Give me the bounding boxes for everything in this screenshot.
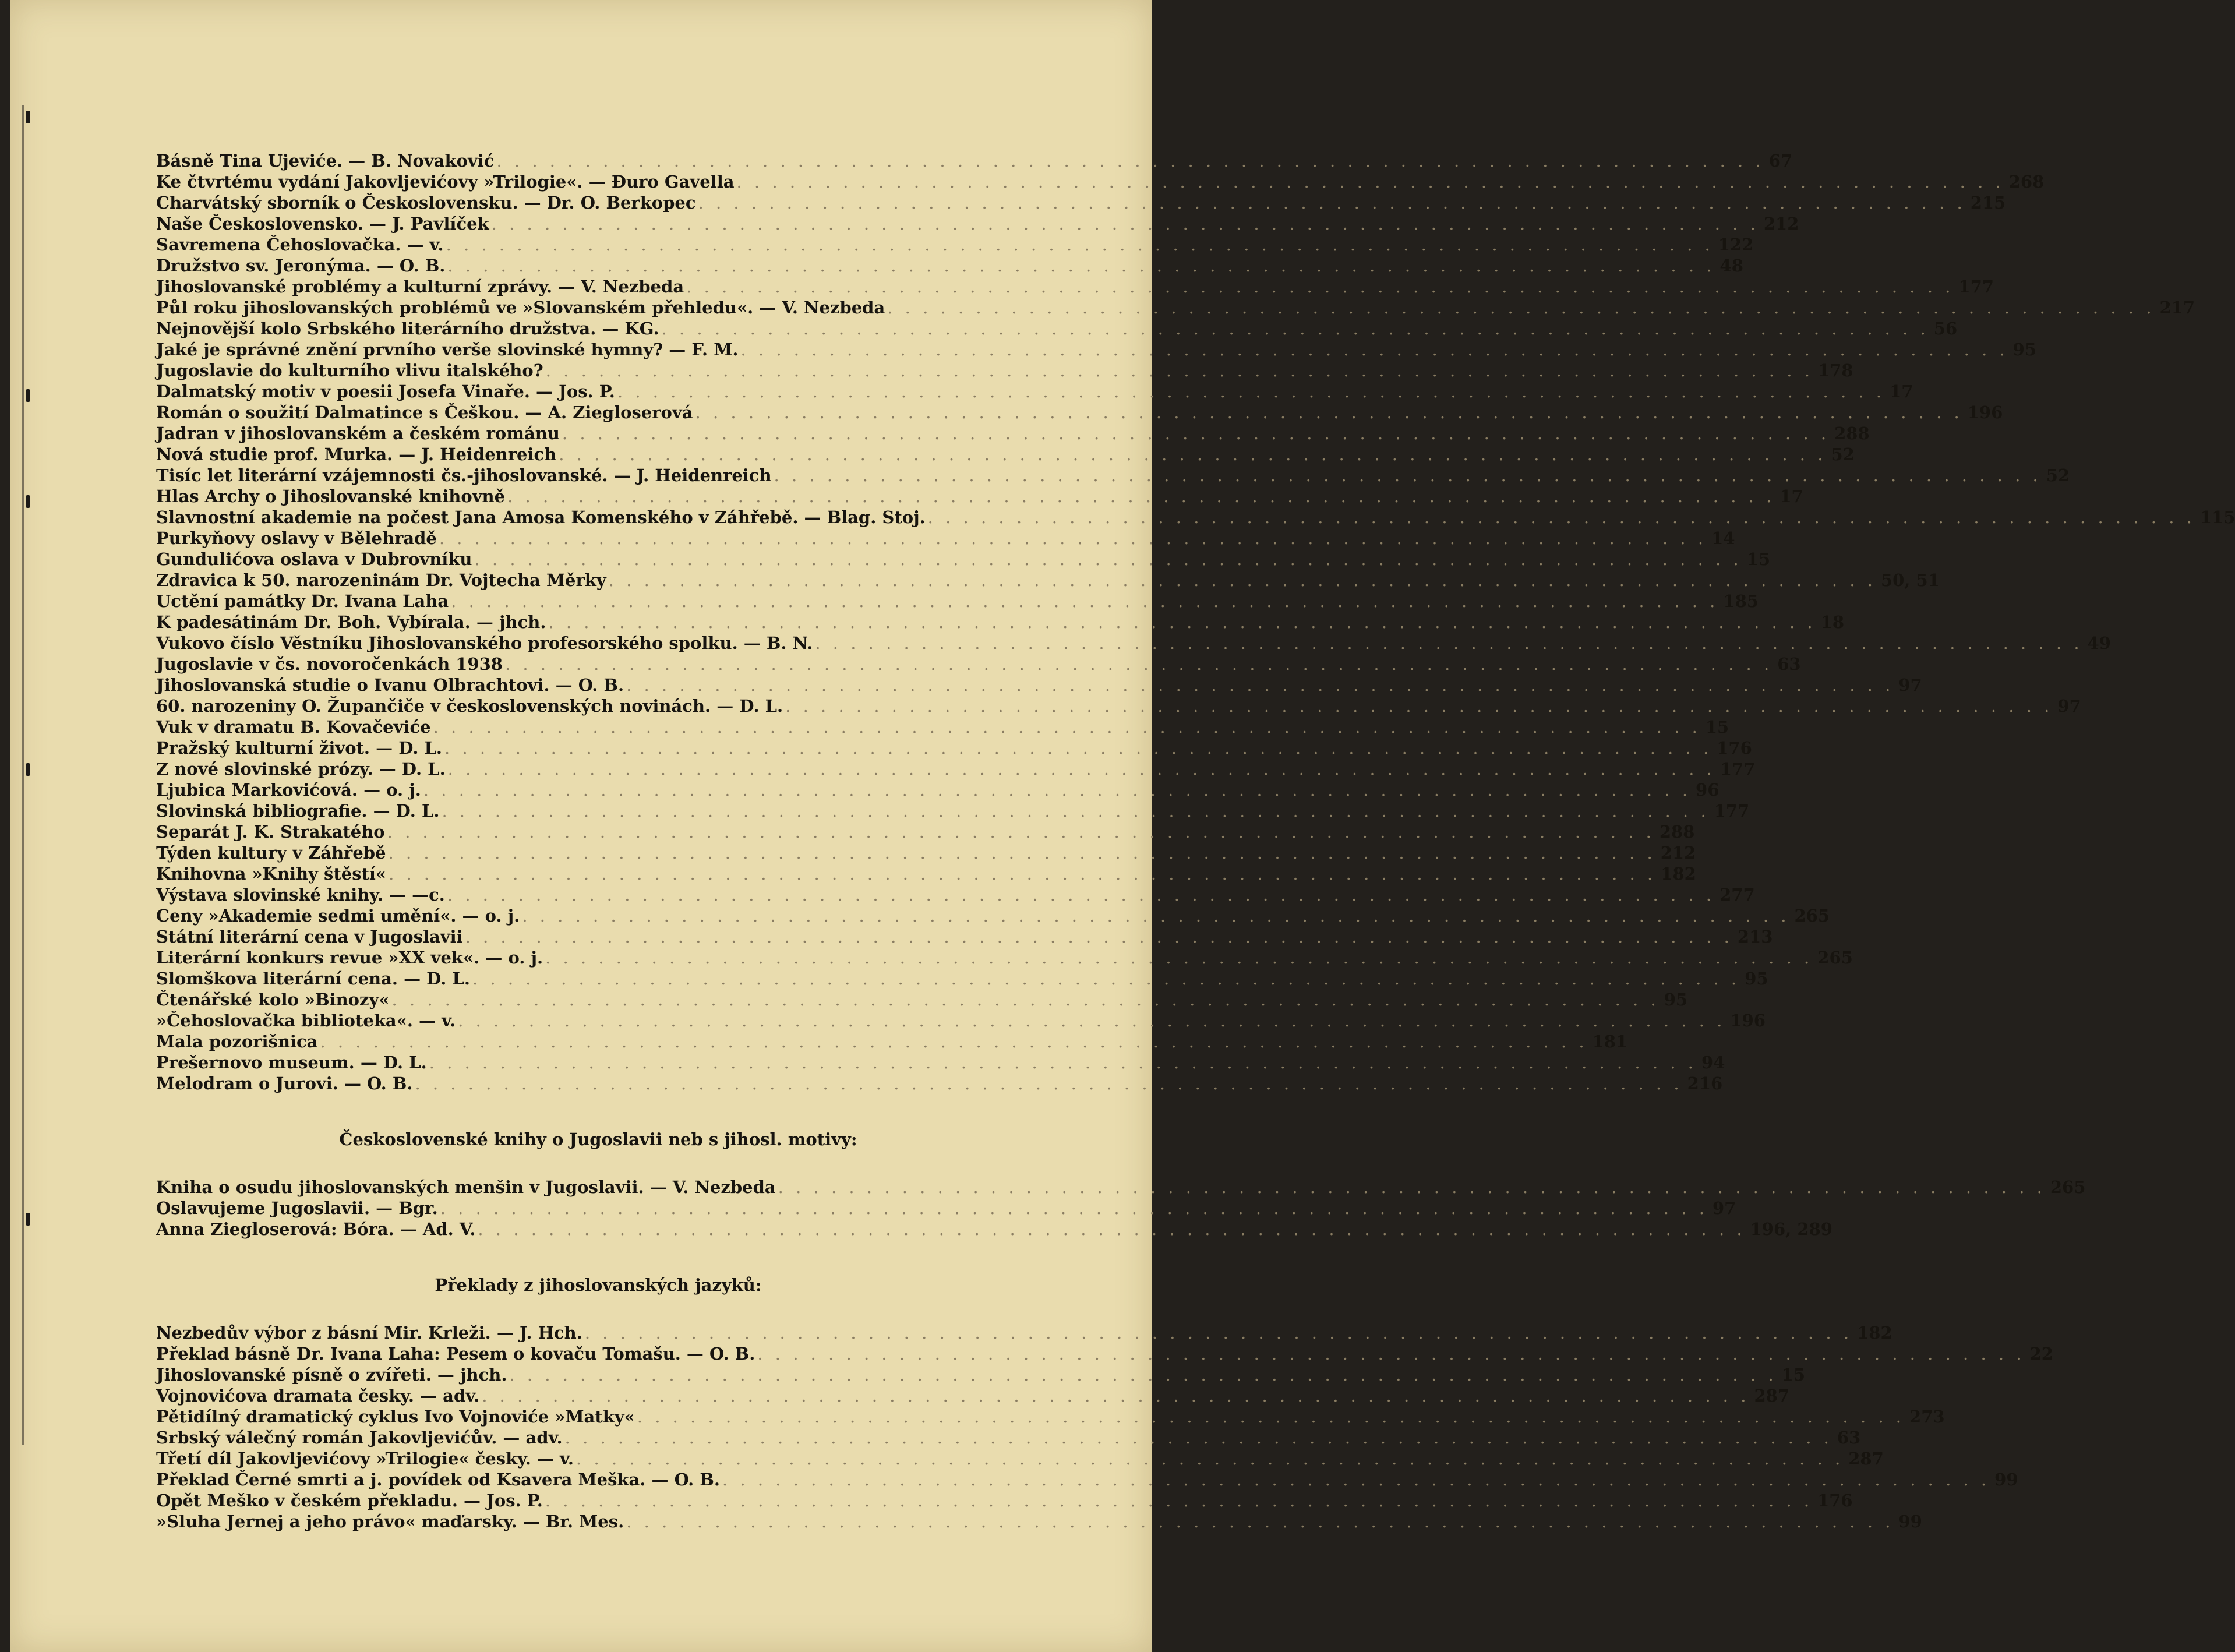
dot-leader bbox=[444, 234, 1716, 255]
toc-entry bbox=[156, 171, 2045, 192]
entry-page-number: 212 bbox=[1763, 214, 1799, 234]
entry-page-number: 56 bbox=[1933, 319, 1958, 338]
entry-page-number: 181 bbox=[1592, 1032, 1628, 1051]
table-of-contents bbox=[156, 150, 2235, 1532]
entry-page-number: 288 bbox=[1834, 423, 1870, 443]
toc-entry bbox=[156, 1448, 1884, 1469]
toc-entry bbox=[156, 1511, 1922, 1532]
dot-leader bbox=[385, 821, 1657, 842]
entry-page-number: 115 bbox=[2199, 507, 2235, 527]
entry-title: Překlad básně Dr. Ivana Laha: Pesem o kovaču Tomašu. — O. B. bbox=[156, 1344, 755, 1364]
dot-leader bbox=[543, 947, 1815, 968]
dot-leader bbox=[456, 1010, 1728, 1031]
dot-leader bbox=[479, 1385, 1752, 1406]
entry-title: Jugoslavie do kulturního vlivu italského? bbox=[156, 361, 543, 380]
toc-entry bbox=[156, 737, 1752, 758]
entry-page-number: 177 bbox=[1958, 277, 1994, 296]
toc-entry bbox=[156, 654, 1801, 675]
entry-title: Půl roku jihoslovanských problémů ve »Slovanském přehledu«. — V. Nezbeda bbox=[156, 298, 885, 317]
entry-page-number: 95 bbox=[1745, 969, 1768, 989]
entry-title: Hlas Archy o Jihoslovanské knihovně bbox=[156, 486, 506, 506]
toc-entry bbox=[156, 1406, 1945, 1427]
entry-title: Slovinská bibliografie. — D. L. bbox=[156, 801, 440, 821]
entry-title: »Sluha Jernej a jeho právo« maďarsky. — Br. Mes. bbox=[156, 1512, 624, 1531]
toc-entry bbox=[156, 1343, 2053, 1364]
dot-leader bbox=[574, 1448, 1846, 1469]
entry-page-number: 97 bbox=[1712, 1198, 1736, 1218]
dot-leader bbox=[783, 696, 2055, 716]
dot-leader bbox=[463, 926, 1735, 947]
entry-page-number: 273 bbox=[1909, 1407, 1945, 1427]
entry-page-number: 277 bbox=[1719, 885, 1755, 905]
entry-page-number: 97 bbox=[1898, 675, 1922, 695]
entry-title: 60. narozeniny O. Župančiče v československých novinách. — D. L. bbox=[156, 696, 783, 716]
translations-list bbox=[156, 1322, 2053, 1532]
entry-title: Čtenářské kolo »Binozy« bbox=[156, 990, 390, 1009]
entry-title: Družstvo sv. Jeronýma. — O. B. bbox=[156, 256, 446, 276]
toc-entry bbox=[156, 905, 1830, 926]
entry-page-number: 265 bbox=[1817, 948, 1853, 968]
section-heading-translations: Překlady z jihoslovanských jazyků: bbox=[435, 1275, 762, 1295]
toc-entry bbox=[156, 633, 2111, 654]
entry-page-number: 52 bbox=[2046, 465, 2070, 485]
entry-title: Jihoslovanské problémy a kulturní zprávy. — V. Nezbeda bbox=[156, 277, 684, 296]
entry-page-number: 265 bbox=[1794, 906, 1830, 926]
toc-entry bbox=[156, 549, 1771, 570]
dot-leader bbox=[427, 1052, 1699, 1073]
toc-entry bbox=[156, 926, 1773, 947]
entry-title: Jugoslavie v čs. novoročenkách 1938 bbox=[156, 654, 503, 674]
dot-leader bbox=[693, 402, 1965, 423]
dot-leader bbox=[439, 800, 1711, 821]
dot-leader bbox=[543, 360, 1816, 381]
dot-leader bbox=[776, 1177, 2048, 1198]
dot-leader bbox=[431, 716, 1703, 737]
dot-leader bbox=[445, 884, 1717, 905]
dot-leader bbox=[449, 591, 1721, 612]
toc-entry bbox=[156, 255, 1743, 276]
entry-title: Vuk v dramatu B. Kovačeviće bbox=[156, 717, 431, 737]
toc-entry bbox=[156, 1177, 2086, 1198]
entry-title: Prešernovo museum. — D. L. bbox=[156, 1053, 427, 1072]
entry-page-number: 196 bbox=[1730, 1011, 1766, 1030]
entry-title: K padesátinám Dr. Boh. Vybírala. — jhch. bbox=[156, 612, 546, 632]
dot-leader bbox=[635, 1406, 1907, 1427]
entry-page-number: 18 bbox=[1820, 612, 1844, 632]
dot-leader bbox=[615, 381, 1887, 402]
dot-leader bbox=[772, 465, 2044, 486]
dot-leader bbox=[738, 339, 2010, 360]
entry-page-number: 176 bbox=[1817, 1491, 1853, 1510]
entry-title: Jadran v jihoslovanském a českém románu bbox=[156, 423, 560, 443]
dot-leader bbox=[472, 549, 1745, 570]
toc-entry bbox=[156, 1010, 1766, 1031]
toc-entry bbox=[156, 486, 1803, 507]
entry-title: Jaké je správné znění prvního verše slovinské hymny? — F. M. bbox=[156, 340, 739, 359]
dot-leader bbox=[317, 1031, 1590, 1052]
entry-page-number: 185 bbox=[1723, 591, 1759, 611]
toc-entry bbox=[156, 570, 1940, 591]
toc-entry bbox=[156, 758, 1756, 779]
dot-leader bbox=[556, 444, 1828, 465]
binding-mark bbox=[26, 763, 30, 776]
toc-entry bbox=[156, 444, 1855, 465]
dot-leader bbox=[582, 1322, 1855, 1343]
toc-entry bbox=[156, 863, 1696, 884]
entry-title: Pětidílný dramatický cyklus Ivo Vojnoviće »Matky« bbox=[156, 1407, 635, 1427]
dot-leader bbox=[421, 779, 1693, 800]
dot-leader bbox=[507, 1364, 1779, 1385]
entry-title: Opět Meško v českém překladu. — Jos. P. bbox=[156, 1491, 543, 1510]
entry-title: Knihovna »Knihy štěstí« bbox=[156, 864, 387, 884]
entry-page-number: 268 bbox=[2008, 172, 2045, 192]
toc-entry bbox=[156, 528, 1735, 549]
entry-page-number: 94 bbox=[1701, 1053, 1725, 1072]
entry-title: Dalmatský motiv v poesii Josefa Vinaře. — Jos. P. bbox=[156, 382, 615, 401]
entry-page-number: 95 bbox=[2012, 340, 2037, 359]
entry-title: Separát J. K. Strakatého bbox=[156, 822, 385, 842]
entry-title: Jihoslovanské písně o zvířeti. — jhch. bbox=[156, 1365, 507, 1385]
entry-page-number: 288 bbox=[1659, 822, 1695, 842]
toc-entry bbox=[156, 1073, 1723, 1094]
toc-entry bbox=[156, 675, 1922, 696]
dot-leader bbox=[442, 737, 1714, 758]
entry-title: Uctění památky Dr. Ivana Laha bbox=[156, 591, 449, 611]
entry-title: Státní literární cena v Jugoslavii bbox=[156, 927, 463, 947]
entry-title: Třetí díl Jakovljevićovy »Trilogie« česky. — v. bbox=[156, 1449, 574, 1469]
entry-page-number: 265 bbox=[2050, 1177, 2086, 1197]
dot-leader bbox=[926, 507, 2198, 528]
toc-entry bbox=[156, 947, 1853, 968]
entry-page-number: 97 bbox=[2057, 696, 2081, 716]
toc-entry bbox=[156, 297, 2195, 318]
dot-leader bbox=[543, 1490, 1815, 1511]
dot-leader bbox=[546, 612, 1818, 633]
entry-page-number: 52 bbox=[1831, 444, 1855, 464]
entry-page-number: 17 bbox=[1779, 486, 1803, 506]
dot-leader bbox=[696, 192, 1968, 213]
entry-title: Nejnovější kolo Srbského literárního družstva. — KG. bbox=[156, 319, 659, 338]
entry-page-number: 212 bbox=[1660, 843, 1696, 863]
toc-entry bbox=[156, 696, 2081, 716]
toc-entry bbox=[156, 779, 1719, 800]
toc-entry bbox=[156, 1427, 1861, 1448]
toc-entry bbox=[156, 1322, 1892, 1343]
entry-title: Vojnovićova dramata česky. — adv. bbox=[156, 1386, 480, 1406]
toc-entry bbox=[156, 276, 1994, 297]
entry-page-number: 182 bbox=[1857, 1323, 1892, 1343]
dot-leader bbox=[470, 968, 1742, 989]
entry-page-number: 217 bbox=[2159, 298, 2195, 317]
toc-entry bbox=[156, 234, 1754, 255]
entry-title: Ke čtvrtému vydání Jakovljevićovy »Trilogie«. — Đuro Gavella bbox=[156, 172, 735, 192]
toc-entry bbox=[156, 423, 1870, 444]
toc-entry bbox=[156, 381, 1913, 402]
entry-page-number: 176 bbox=[1717, 738, 1752, 758]
dot-leader bbox=[475, 1219, 1747, 1240]
dot-leader bbox=[438, 1198, 1710, 1219]
entry-title: Básně Tina Ujeviće. — B. Novaković bbox=[156, 151, 495, 171]
toc-entry bbox=[156, 1052, 1725, 1073]
toc-entry bbox=[156, 360, 1853, 381]
toc-entry bbox=[156, 1364, 1805, 1385]
dot-leader bbox=[885, 297, 2157, 318]
toc-entry bbox=[156, 1219, 1833, 1240]
dot-leader bbox=[437, 528, 1709, 549]
entry-page-number: 178 bbox=[1817, 361, 1853, 380]
entry-title: »Čehoslovačka biblioteka«. — v. bbox=[156, 1011, 456, 1030]
entry-title: Nová studie prof. Murka. — J. Heidenreich bbox=[156, 444, 557, 464]
dot-leader bbox=[386, 863, 1658, 884]
entry-title: Slomškova literární cena. — D. L. bbox=[156, 969, 470, 989]
entry-page-number: 63 bbox=[1837, 1428, 1861, 1448]
toc-entry bbox=[156, 821, 1695, 842]
dot-leader bbox=[735, 171, 2007, 192]
entries-list bbox=[156, 150, 2235, 1094]
dot-leader bbox=[684, 276, 1956, 297]
entry-title: Mala pozorišnica bbox=[156, 1032, 318, 1051]
entry-title: Purkyňovy oslavy v Bělehradě bbox=[156, 528, 437, 548]
entry-page-number: 287 bbox=[1848, 1449, 1884, 1469]
entry-title: Ceny »Akademie sedmi umění«. — o. j. bbox=[156, 906, 520, 926]
binding-mark bbox=[26, 1213, 30, 1226]
dot-leader bbox=[505, 486, 1777, 507]
entry-title: Naše Československo. — J. Pavlíček bbox=[156, 214, 489, 234]
toc-entry bbox=[156, 192, 2006, 213]
books-list bbox=[156, 1177, 2086, 1240]
dot-leader bbox=[659, 318, 1932, 339]
dot-leader bbox=[445, 255, 1717, 276]
toc-entry bbox=[156, 591, 1759, 612]
entry-title: Týden kultury v Záhřebě bbox=[156, 843, 386, 863]
dot-leader bbox=[560, 423, 1832, 444]
entry-page-number: 48 bbox=[1719, 256, 1743, 276]
toc-entry bbox=[156, 1198, 1736, 1219]
entry-page-number: 15 bbox=[1705, 717, 1729, 737]
dot-leader bbox=[503, 654, 1775, 675]
toc-entry bbox=[156, 1385, 1790, 1406]
toc-entry bbox=[156, 842, 1696, 863]
toc-entry bbox=[156, 465, 2070, 486]
entry-page-number: 213 bbox=[1737, 927, 1773, 947]
entry-title: Ljubica Markovićová. — o. j. bbox=[156, 780, 421, 800]
dot-leader bbox=[520, 905, 1792, 926]
dot-leader bbox=[446, 758, 1718, 779]
entry-title: Melodram o Jurovi. — O. B. bbox=[156, 1074, 413, 1093]
entry-title: Román o soužití Dalmatince s Češkou. — A. Ziegloserová bbox=[156, 403, 693, 422]
toc-entry bbox=[156, 800, 1750, 821]
binding-mark bbox=[26, 111, 30, 123]
entry-title: Charvátský sborník o Československu. — Dr. O. Berkopec bbox=[156, 193, 696, 213]
entry-page-number: 177 bbox=[1714, 801, 1750, 821]
dot-leader bbox=[412, 1073, 1685, 1094]
dot-leader bbox=[489, 213, 1761, 234]
entry-page-number: 63 bbox=[1777, 654, 1801, 674]
toc-entry bbox=[156, 989, 1688, 1010]
section-heading-books: Československé knihy o Jugoslavii neb s jihosl. motivy: bbox=[339, 1129, 857, 1149]
entry-title: Kniha o osudu jihoslovanských menšin v Jugoslavii. — V. Nezbeda bbox=[156, 1177, 776, 1197]
toc-entry bbox=[156, 968, 1768, 989]
dot-leader bbox=[494, 150, 1766, 171]
entry-page-number: 177 bbox=[1719, 759, 1756, 779]
entry-title: Překlad Černé smrti a j. povídek od Ksavera Meška. — O. B. bbox=[156, 1470, 720, 1489]
toc-entry bbox=[156, 507, 2235, 528]
entry-page-number: 96 bbox=[1696, 780, 1719, 800]
entry-page-number: 182 bbox=[1661, 864, 1696, 884]
entry-page-number: 196 bbox=[1967, 403, 2003, 422]
entry-title: Srbský válečný román Jakovljevićův. — adv. bbox=[156, 1428, 563, 1448]
dot-leader bbox=[386, 842, 1658, 863]
entry-page-number: 14 bbox=[1711, 528, 1735, 548]
toc-entry bbox=[156, 402, 2003, 423]
document-page bbox=[10, 0, 2235, 1652]
binding-mark bbox=[26, 389, 30, 402]
entry-title: Slavnostní akademie na počest Jana Amosa Komenského v Záhřebě. — Blag. Stoj. bbox=[156, 507, 926, 527]
entry-page-number: 196, 289 bbox=[1750, 1219, 1833, 1239]
toc-entry bbox=[156, 339, 2037, 360]
entry-page-number: 22 bbox=[2029, 1344, 2053, 1364]
toc-entry bbox=[156, 612, 1844, 633]
entry-title: Pražský kulturní život. — D. L. bbox=[156, 738, 443, 758]
toc-entry bbox=[156, 1031, 1628, 1052]
entry-page-number: 17 bbox=[1890, 382, 1913, 401]
entry-title: Nezbedův výbor z básní Mir. Krleži. — J. Hch. bbox=[156, 1323, 582, 1343]
dot-leader bbox=[389, 989, 1661, 1010]
dot-leader bbox=[563, 1427, 1835, 1448]
toc-entry bbox=[156, 716, 1729, 737]
dot-leader bbox=[606, 570, 1879, 591]
dot-leader bbox=[624, 1511, 1896, 1532]
entry-title: Savremena Čehoslovačka. — v. bbox=[156, 235, 444, 255]
entry-page-number: 15 bbox=[1746, 549, 1771, 569]
entry-page-number: 99 bbox=[1898, 1512, 1922, 1531]
entry-page-number: 49 bbox=[2087, 633, 2111, 653]
entry-page-number: 122 bbox=[1718, 235, 1754, 255]
dot-leader bbox=[755, 1343, 2027, 1364]
entry-page-number: 50, 51 bbox=[1880, 570, 1940, 590]
entry-title: Zdravica k 50. narozeninám Dr. Vojtecha Měrky bbox=[156, 570, 606, 590]
entry-title: Anna Ziegloserová: Bóra. — Ad. V. bbox=[156, 1219, 476, 1239]
entry-page-number: 95 bbox=[1664, 990, 1688, 1009]
entry-title: Gundulićova oslava v Dubrovníku bbox=[156, 549, 472, 569]
entry-title: Vukovo číslo Věstníku Jihoslovanského profesorského spolku. — B. N. bbox=[156, 633, 813, 653]
entry-page-number: 287 bbox=[1754, 1386, 1790, 1406]
entry-title: Výstava slovinské knihy. — —c. bbox=[156, 885, 445, 905]
toc-entry bbox=[156, 213, 1799, 234]
entry-page-number: 215 bbox=[1970, 193, 2006, 213]
toc-entry bbox=[156, 150, 1793, 171]
entry-title: Literární konkurs revue »XX vek«. — o. j. bbox=[156, 948, 543, 968]
dot-leader bbox=[720, 1469, 1992, 1490]
toc-entry bbox=[156, 884, 1755, 905]
dot-leader bbox=[624, 675, 1896, 696]
dot-leader bbox=[813, 633, 2085, 654]
toc-entry bbox=[156, 1490, 1853, 1511]
entry-page-number: 15 bbox=[1781, 1365, 1805, 1385]
entry-page-number: 99 bbox=[1994, 1470, 2018, 1489]
entry-title: Tisíc let literární vzájemnosti čs.-jihoslovanské. — J. Heidenreich bbox=[156, 465, 772, 485]
entry-title: Oslavujeme Jugoslavii. — Bgr. bbox=[156, 1198, 438, 1218]
toc-entry bbox=[156, 1469, 2018, 1490]
entry-page-number: 67 bbox=[1768, 151, 1793, 171]
entry-title: Jihoslovanská studie o Ivanu Olbrachtovi. — O. B. bbox=[156, 675, 624, 695]
binding-mark bbox=[26, 495, 30, 508]
entry-page-number: 216 bbox=[1687, 1074, 1723, 1093]
entry-title: Z nové slovinské prózy. — D. L. bbox=[156, 759, 446, 779]
toc-entry bbox=[156, 318, 1958, 339]
